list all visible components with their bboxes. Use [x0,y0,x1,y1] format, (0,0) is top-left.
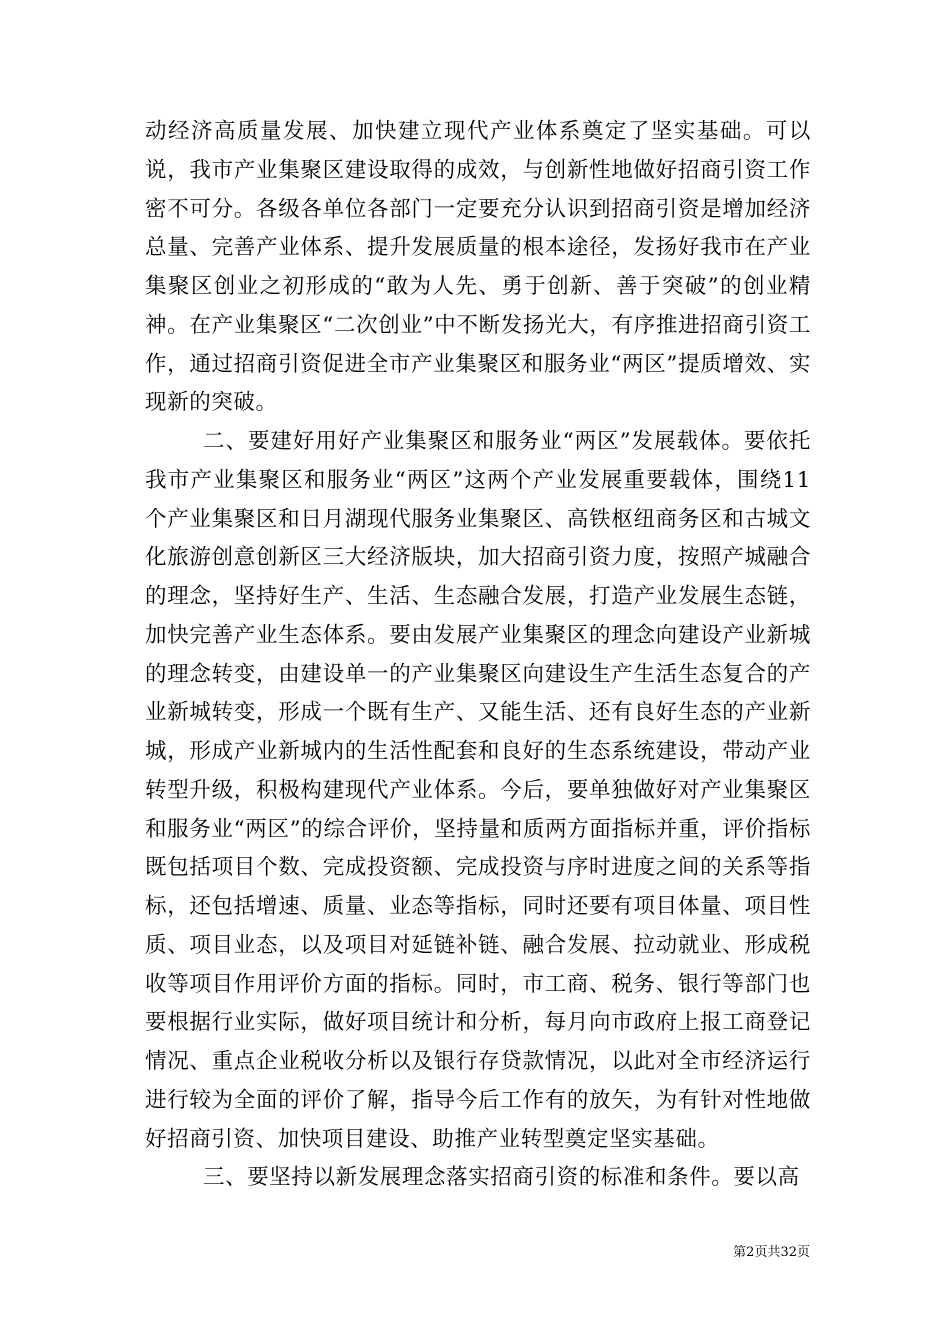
document-body [145,113,811,1198]
paragraph-3: 三、要坚持以新发展理念落实招商引资的标准和条件。要以高 [203,1165,800,1191]
paragraph-1: 动经济高质量发展、加快建立现代产业体系奠定了坚实基础。可以说，我市产业集聚区建设取得的成效，与创新性地做好招商引资工作密不可分。各级各单位各部门一定要充分认识到招商引资是增加经济总量、完善产业体系、提升发展质量的根本途径，发扬好我市在产业集聚区创业之初形成的“敢为人先、勇于创新、善于突破”的创业精神。在产业集聚区“二次创业”中不断发扬光大，有序推进招商引资工作，通过招商引资促进全市产业集聚区和服务业“两区”提质增效、实现新的突破。 [145,119,811,416]
page-number-footer: 第2页共32页 [733,1245,810,1260]
paragraph-2: 二、要建好用好产业集聚区和服务业“两区”发展载体。要依托我市产业集聚区和服务业“两区”这两个产业发展重要载体，围绕11个产业集聚区和日月湖现代服务业集聚区、高铁枢纽商务区和古城文化旅游创意创新区三大经济版块，加大招商引资力度，按照产城融合的理念，坚持好生产、生活、生态融合发展，打造产业发展生态链，加快完善产业生态体系。要由发展产业集聚区的理念向建设产业新城的理念转变，由建设单一的产业集聚区向建设生产生活生态复合的产业新城转变，形成一个既有生产、又能生活、还有良好生态的产业新城，形成产业新城内的生活性配套和良好的生态系统建设，带动产业转型升级，积极构建现代产业体系。今后，要单独做好对产业集聚区和服务业“两区”的综合评价，坚持量和质两方面指标并重，评价指标既包括项目个数、完成投资额、完成投资与序时进度之间的关系等指标，还包括增速、质量、业态等指标，同时还要有项目体量、项目性质、项目业态，以及项目对延链补链、融合发展、拉动就业、形成税收等项目作用评价方面的指标。同时，市工商、税务、银行等部门也要根据行业实际，做好项目统计和分析，每月向市政府上报工商登记情况、重点企业税收分析以及银行存贷款情况，以此对全市经济运行进行较为全面的评价了解，指导今后工作有的放矢，为有针对性地做好招商引资、加快项目建设、助推产业转型奠定坚实基础。 [145,429,811,1152]
